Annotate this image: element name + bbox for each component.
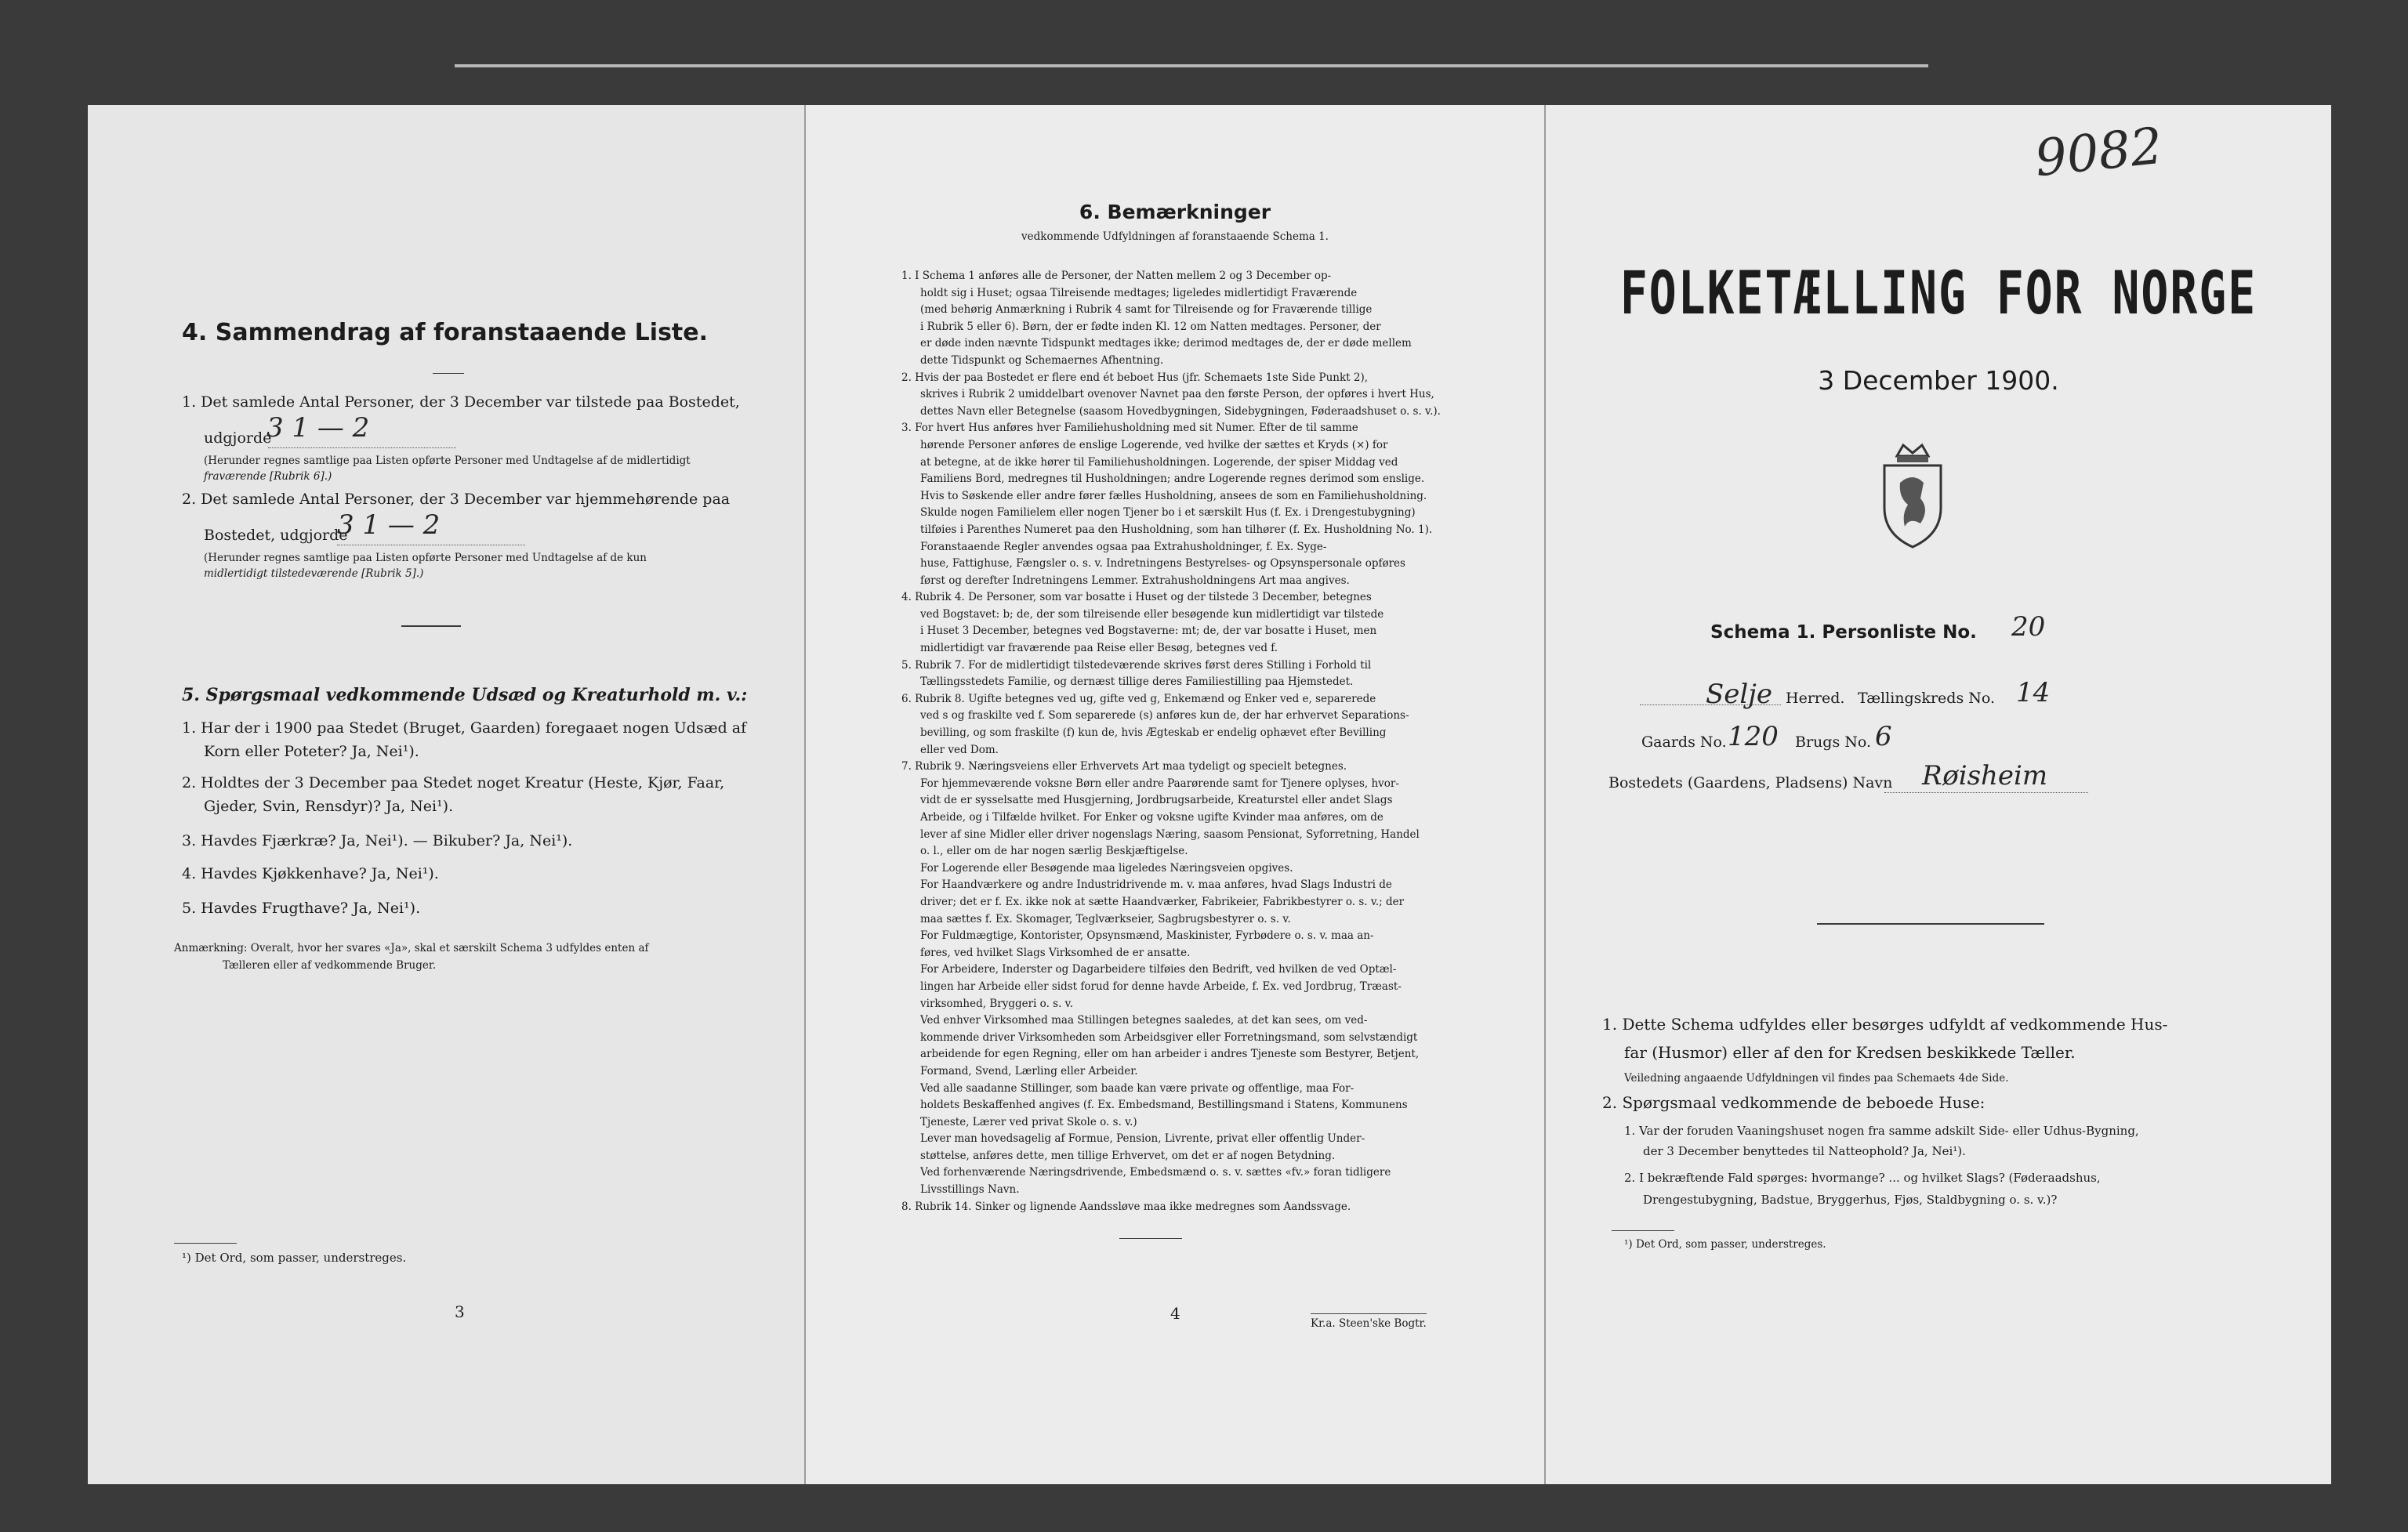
kreds-value: 14	[2016, 677, 2051, 708]
footnote: ¹) Det Ord, som passer, understreges.	[1624, 1238, 1826, 1251]
remark-line: Tællingsstedets Familie, og dernæst tillige deres Familiestilling paa Hjemstedet.	[920, 675, 1354, 689]
remark-line: (med behørig Anmærkning i Rubrik 4 samt for Tilreisende og for Fraværende tillige	[920, 303, 1373, 317]
s5-q2-line1: 2. Holdtes der 3 December paa Stedet noget Kreatur (Heste, Kjør, Faar,	[182, 774, 725, 791]
page-4	[806, 105, 1544, 1484]
remark-line: For Logerende eller Besøgende maa ligeledes Næringsveien opgives.	[920, 861, 1293, 875]
q1-handwritten-value: 3 1 — 2	[267, 412, 370, 444]
remark-line: 3. For hvert Hus anføres hver Familiehusholdning med sit Numer. Efter de til samme	[901, 422, 1358, 435]
remark-line: 1. I Schema 1 anføres alle de Personer, der Natten mellem 2 og 3 December op-	[901, 270, 1332, 282]
bosted-value: Røisheim	[1922, 760, 2048, 791]
remark-line: i Rubrik 5 eller 6). Børn, der er fødte inden Kl. 12 om Natten medtages. Personer, der	[920, 320, 1381, 333]
gaards-label: Gaards No.	[1641, 733, 1727, 751]
norwegian-coat-of-arms-icon	[1873, 442, 1952, 552]
page-1-cover	[1546, 105, 2331, 1484]
remarks-subtitle: vedkommende Udfyldningen af foranstaaende Schema 1.	[1021, 230, 1329, 243]
footnote-rule	[174, 1243, 237, 1244]
q1-note-2: fraværende [Rubrik 6].)	[204, 470, 332, 483]
page-number: 4	[1170, 1304, 1180, 1323]
remark-line: arbeidende for egen Regning, eller om han arbeider i andres Tjeneste som Bestyrer, Betjent,	[920, 1048, 1420, 1061]
remark-line: dettes Navn eller Betegnelse (saasom Hovedbygningen, Sidebygningen, Føderaadshuset o. s. v.).	[920, 404, 1441, 418]
remark-line: hørende Personer anføres de enslige Logerende, ved hvilke der sættes et Kryds (×) for	[920, 438, 1388, 451]
remark-line: føres, ved hvilket Slags Virksomhed de er ansatte.	[920, 946, 1191, 959]
s5-q1-line2: Korn eller Poteter? Ja, Nei¹).	[204, 743, 419, 760]
printer-imprint: Kr.a. Steen'ske Bogtr.	[1311, 1313, 1427, 1332]
remark-line: 7. Rubrik 9. Næringsveiens eller Erhvervets Art maa tydeligt og specielt betegnes.	[901, 760, 1347, 773]
remarks-title: 6. Bemærkninger	[1079, 201, 1271, 223]
page-3	[88, 105, 804, 1484]
annotation-line-2: Tælleren eller af vedkommende Bruger.	[223, 959, 437, 972]
remark-line: eller ved Dom.	[920, 743, 999, 756]
q2-handwritten-value: 3 1 — 2	[337, 509, 441, 541]
remark-line: driver; det er f. Ex. ikke nok at sætte Haandværker, Fabrikeier, Fabrikbestyrer o. s. v.; der	[920, 895, 1405, 908]
remark-line: at betegne, at de ikke hører til Familiehusholdningen. Logerende, der spiser Middag ved	[920, 455, 1398, 469]
remark-line: Ved forhenværende Næringsdrivende, Embedsmænd o. s. v. sættes «fv.» foran tidligere	[920, 1166, 1391, 1179]
remark-line: Skulde nogen Familielem eller nogen Tjener bo i et særskilt Hus (f. Ex. i Drengestubygning)	[920, 506, 1416, 520]
remark-line: Foranstaaende Regler anvendes ogsaa paa Extrahusholdninger, f. Ex. Syge-	[920, 540, 1327, 553]
q2-note-1: (Herunder regnes samtlige paa Listen opførte Personer med Undtagelse af de kun	[204, 552, 647, 564]
top-edge-rule	[455, 64, 1928, 67]
instruction-1-line1: 1. Dette Schema udfyldes eller besørges udfyldt af vedkommende Hus-	[1602, 1015, 2168, 1034]
remark-line: bevilling, og som fraskilte (f) kun de, hvis Ægteskab er endelig ophævet efter Bevilling	[920, 726, 1387, 740]
remark-line: tilføies i Parenthes Numeret paa den Husholdning, som han tilhører (f. Ex. Husholdning No. 1).	[920, 523, 1433, 536]
instruction-2-q1-line2: der 3 December benyttedes til Natteophold? Ja, Nei¹).	[1643, 1144, 1966, 1158]
remark-line: For Haandværkere og andre Industridrivende m. v. maa anføres, hvad Slags Industri de	[920, 878, 1392, 892]
herred-value: Selje	[1706, 679, 1772, 710]
remark-line: holdets Beskaffenhed angives (f. Ex. Embedsmand, Bestillingsmand i Statens, Kommunens	[920, 1099, 1408, 1112]
page-number: 3	[455, 1302, 465, 1321]
s5-q1-line1: 1. Har der i 1900 paa Stedet (Bruget, Gaarden) foregaaet nogen Udsæd af	[182, 719, 747, 737]
q1-line2: udgjorde	[204, 429, 272, 447]
ornament-rule	[1817, 923, 2044, 925]
section-4-rule	[433, 373, 464, 374]
remark-line: Lever man hovedsagelig af Formue, Pension, Livrente, privat eller offentlig Under-	[920, 1132, 1365, 1146]
remark-line: Hvis to Søskende eller andre fører fælles Husholdning, ansees de som en Familiehusholdning.	[920, 489, 1427, 502]
s5-q4: 4. Havdes Kjøkkenhave? Ja, Nei¹).	[182, 865, 439, 882]
remark-line: 4. Rubrik 4. De Personer, som var bosatte i Huset og der tilstede 3 December, betegnes	[901, 591, 1372, 604]
remark-line: maa sættes f. Ex. Skomager, Teglværkseier, Sagbrugsbestyrer o. s. v.	[920, 912, 1291, 925]
schema-number: 20	[2011, 611, 2046, 643]
gaards-value: 120	[1728, 721, 1779, 752]
s5-q3: 3. Havdes Fjærkræ? Ja, Nei¹). — Bikuber? Ja, Nei¹).	[182, 832, 573, 849]
remark-line: først og derefter Indretningens Lemmer. Extrahusholdningens Art maa angives.	[920, 574, 1350, 587]
q1-line1: 1. Det samlede Antal Personer, der 3 December var tilstede paa Bostedet,	[182, 393, 740, 411]
instruction-2-q2-line2: Drengestubygning, Badstue, Bryggerhus, Fjøs, Staldbygning o. s. v.)?	[1643, 1193, 2058, 1207]
q2-line1: 2. Det samlede Antal Personer, der 3 December var hjemmehørende paa	[182, 491, 731, 508]
kreds-label: Tællingskreds No.	[1858, 690, 1995, 707]
section-5-title: 5. Spørgsmaal vedkommende Udsæd og Kreaturhold m. v.:	[182, 685, 748, 705]
instruction-2-q2-line1: 2. I bekræftende Fald spørges: hvormange? ... og hvilket Slags? (Føderaadshus,	[1624, 1171, 2101, 1185]
remark-line: Livsstillings Navn.	[920, 1183, 1020, 1197]
remark-line: Formand, Svend, Lærling eller Arbeider.	[920, 1064, 1138, 1077]
q2-line2: Bostedet, udgjorde	[204, 527, 348, 544]
schema-label: Schema 1. Personliste No.	[1710, 622, 1977, 643]
section-divider	[401, 625, 461, 627]
q2-note-2: midlertidigt tilstedeværende [Rubrik 5].)	[204, 567, 424, 580]
remark-line: Ved enhver Virksomhed maa Stillingen betegnes saaledes, at det kan sees, om ved-	[920, 1014, 1368, 1027]
archive-number: 9082	[2032, 117, 2166, 189]
instruction-2-title: 2. Spørgsmaal vedkommende de beboede Huse:	[1602, 1093, 1986, 1112]
remark-line: ved Bogstavet: b; de, der som tilreisende eller besøgende kun midlertidigt var tilstede	[920, 607, 1384, 621]
remark-line: kommende driver Virksomheden som Arbeidsgiver eller Forretningsmand, som selvstændigt	[920, 1030, 1418, 1044]
remark-line: For Arbeidere, Inderster og Dagarbeidere tilføies den Bedrift, ved hvilken de ved Optæl-	[920, 963, 1397, 976]
herred-label: Herred.	[1786, 690, 1845, 707]
annotation-line-1: Anmærkning: Overalt, hvor her svares «Ja», skal et særskilt Schema 3 udfyldes enten af	[174, 942, 649, 954]
brugs-label: Brugs No.	[1795, 733, 1872, 751]
remark-line: i Huset 3 December, betegnes ved Bogstaverne: mt; de, der var bosatte i Huset, men	[920, 625, 1377, 638]
remarks-list	[901, 268, 1481, 1215]
remark-line: lever af sine Midler eller driver nogenslags Næring, saasom Pensionat, Syforretning, Handel	[920, 828, 1420, 841]
document-title: FOLKETÆLLING FOR NORGE	[1619, 258, 2258, 328]
footnote-rule	[1612, 1230, 1674, 1231]
remark-line: 2. Hvis der paa Bostedet er flere end ét beboet Hus (jfr. Schemaets 1ste Side Punkt 2),	[901, 371, 1369, 384]
remark-line: o. l., eller om de har nogen særlig Beskjæftigelse.	[920, 845, 1188, 858]
remark-line: ved s og fraskilte ved f. Som separerede (s) anføres kun de, der har erhvervet Separations-	[920, 709, 1409, 723]
remark-line: virksomhed, Bryggeri o. s. v.	[920, 997, 1073, 1010]
instruction-2-q1-line1: 1. Var der foruden Vaaningshuset nogen fra samme adskilt Side- eller Udhus-Bygning,	[1624, 1124, 2139, 1138]
remark-line: midlertidigt var fraværende paa Reise eller Besøg, betegnes ved f.	[920, 642, 1278, 655]
remark-line: Ved alle saadanne Stillinger, som baade kan være private og offentlige, maa For-	[920, 1081, 1354, 1095]
q1-value-line	[268, 447, 456, 448]
remark-line: 6. Rubrik 8. Ugifte betegnes ved ug, gifte ved g, Enkemænd og Enker ved e, separerede	[901, 692, 1376, 705]
remark-line: skrives i Rubrik 2 umiddelbart ovenover Navnet paa den første Person, der opføres i hvert Hus,	[920, 388, 1434, 401]
remark-line: er døde inden nævnte Tidspunkt medtages ikke; derimod medtages de, der er døde mellem	[920, 337, 1412, 350]
remark-line: Arbeide, og i Tilfælde hvilket. For Enker og voksne ugifte Kvinder maa anføres, om de	[920, 811, 1384, 824]
s5-q5: 5. Havdes Frugthave? Ja, Nei¹).	[182, 900, 421, 917]
remark-line: huse, Fattighuse, Fængsler o. s. v. Indretningens Bestyrelses- og Opsynspersonale opføres	[920, 557, 1405, 570]
remark-line: Tjeneste, Lærer ved privat Skole o. s. v.)	[920, 1115, 1137, 1128]
instruction-1-line3: Veiledning angaaende Udfyldningen vil findes paa Schemaets 4de Side.	[1624, 1072, 2009, 1085]
remark-line: støttelse, anføres dette, men tillige Erhvervet, om det er af nogen Betydning.	[920, 1149, 1336, 1162]
remark-line: 5. Rubrik 7. For de midlertidigt tilstedeværende skrives først deres Stilling i Forhold til	[901, 658, 1372, 672]
remarks-end-rule	[1119, 1238, 1182, 1239]
section-4-title: 4. Sammendrag af foranstaaende Liste.	[182, 319, 709, 346]
census-date: 3 December 1900.	[1818, 365, 2059, 396]
remark-line: For Fuldmægtige, Kontorister, Opsynsmænd, Maskinister, Fyrbødere o. s. v. maa an-	[920, 929, 1374, 943]
bosted-line	[1884, 791, 2088, 793]
q1-note-1: (Herunder regnes samtlige paa Listen opførte Personer med Undtagelse af de midlertidigt	[204, 455, 691, 467]
brugs-value: 6	[1875, 721, 1892, 752]
remark-line: For hjemmeværende voksne Børn eller andre Paarørende samt for Tjenere oplyses, hvor-	[920, 777, 1399, 790]
remark-line: lingen har Arbeide eller sidst forud for denne havde Arbeide, f. Ex. ved Jordbrug, Træast-	[920, 980, 1402, 993]
q2-value-line	[337, 544, 525, 545]
instruction-1-line2: far (Husmor) eller af den for Kredsen beskikkede Tæller.	[1624, 1043, 2076, 1062]
remark-line: 8. Rubrik 14. Sinker og lignende Aandssløve maa ikke medregnes som Aandssvage.	[901, 1200, 1351, 1213]
remark-line: Familiens Bord, medregnes til Husholdningen; andre Logerende regnes derimod som enslige.	[920, 473, 1425, 486]
s5-q2-line2: Gjeder, Svin, Rensdyr)? Ja, Nei¹).	[204, 798, 454, 815]
remark-line: holdt sig i Huset; ogsaa Tilreisende medtages; ligeledes midlertidigt Fraværende	[920, 286, 1358, 299]
bosted-label: Bostedets (Gaardens, Pladsens) Navn	[1608, 774, 1893, 791]
remark-line: vidt de er sysselsatte med Husgjerning, Jordbrugsarbeide, Kreaturstel eller andet Slags	[920, 794, 1393, 807]
footnote: ¹) Det Ord, som passer, understreges.	[182, 1251, 407, 1265]
remark-line: dette Tidspunkt og Schemaernes Afhentning.	[920, 353, 1164, 367]
